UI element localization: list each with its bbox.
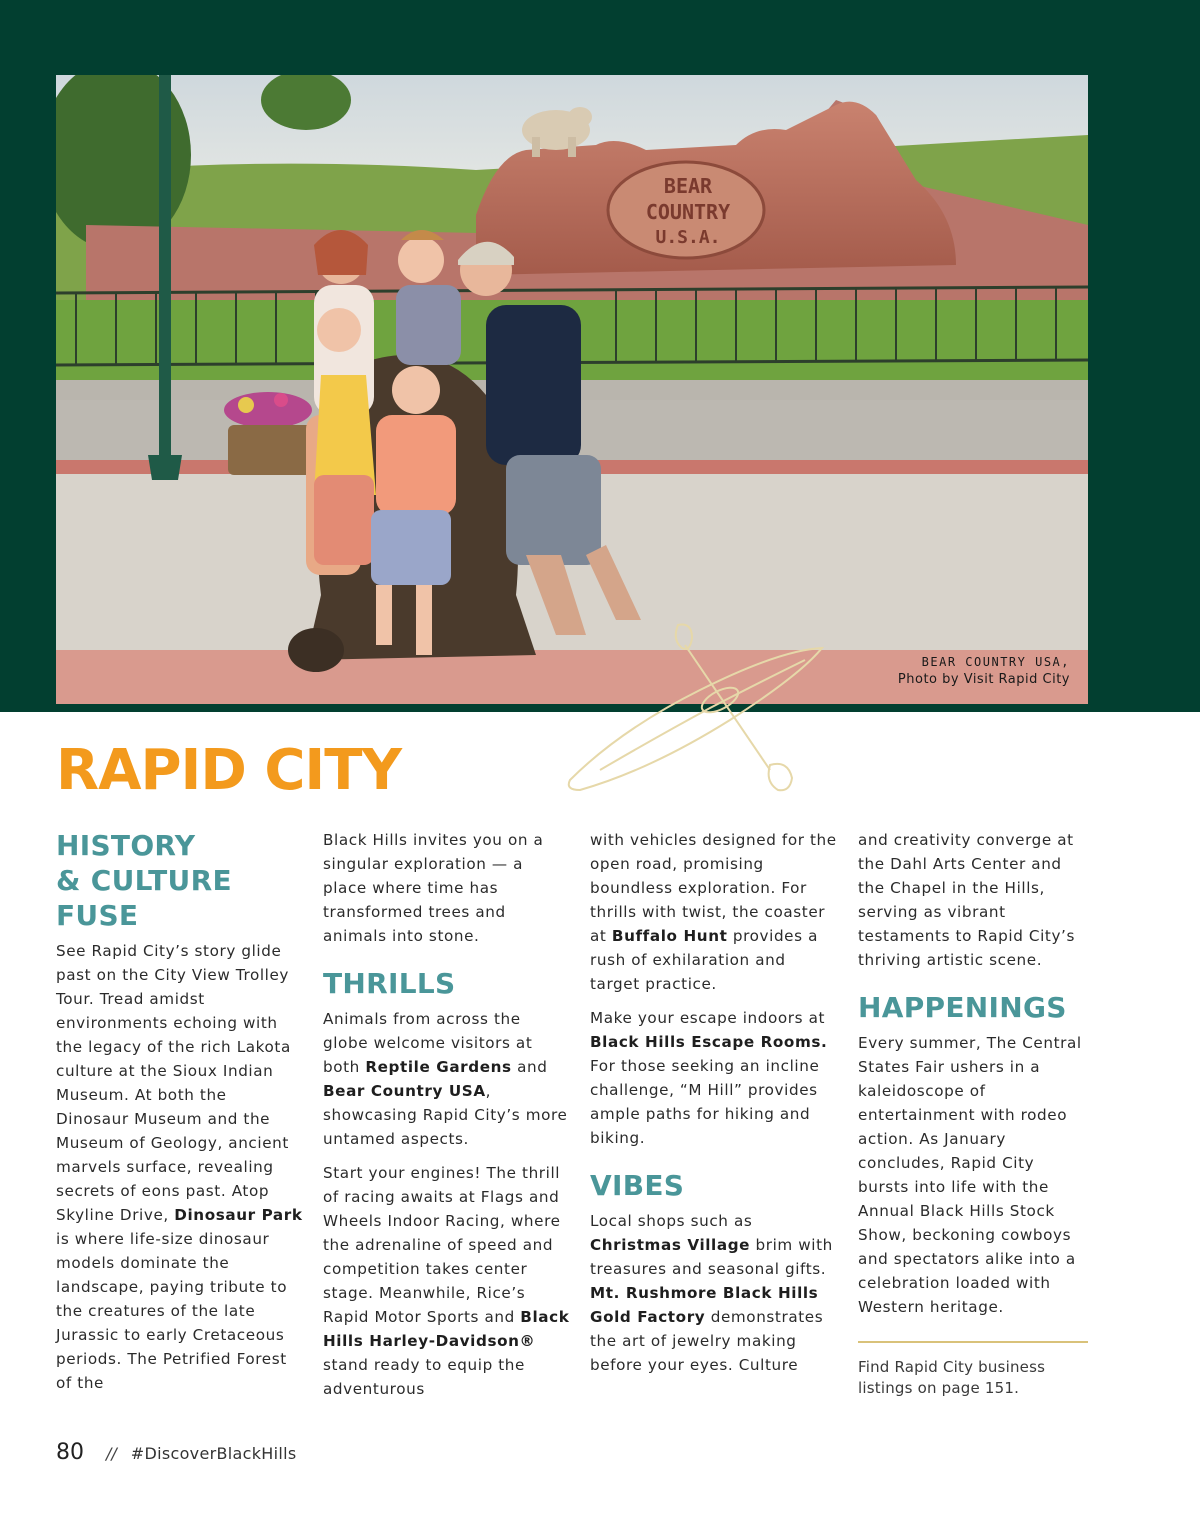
vehicles-paragraph [590,828,838,996]
business-listings-note: Find Rapid City business listings on page 151. [858,1358,1046,1397]
sign-line-1: BEAR [663,174,713,198]
vibes-heading: VIBES [590,1169,685,1202]
text-run: is where life-size dinosaur models dominate the landscape, paying tribute to the creatures of the late Jurassic to early Cretaceous periods. The Petrified Forest of the [56,1230,288,1392]
kayak-illustration [560,620,825,805]
text-run: , showcasing Rapid City’s more untamed aspects. [323,1082,568,1148]
arts-paragraph: and creativity converge at the Dahl Arts Center and the Chapel in the Hills, serving as vibrant testaments to Rapid City’s thriving artistic scene. [858,831,1075,969]
history-paragraph [56,939,304,1395]
caption-credit: Photo by Visit Rapid City [897,672,1070,687]
heading-line: FUSE [56,899,139,932]
hero-photo [56,75,1088,704]
caption-location: BEAR COUNTRY USA, [921,655,1070,669]
buffalo-hunt-name: Buffalo Hunt [611,927,728,945]
text-run: For those seeking an incline challenge, “M Hill” provides ample paths for hiking and biking. [590,1057,820,1147]
heading-line: & CULTURE [56,864,232,897]
text-run: with vehicles designed for the open road, promising boundless exploration. For thrills with twist, the coaster at [590,831,837,945]
hashtag: #DiscoverBlackHills [130,1444,297,1463]
happenings-paragraph: Every summer, The Central States Fair ushers in a kaleidoscope of entertainment with rodeo action. As January concludes, Rapid City bursts into life with the Annual Black Hills Stock Show, beckoning cowboys and spectators alike into a celebration loaded with Western heritage. [858,1034,1082,1316]
text-run: Start your engines! The thrill of racing awaits at Flags and Wheels Indoor Racing, where the adrenaline of speed and competition takes center stage. Meanwhile, Rice’s Rapid Motor Sports and [323,1164,561,1326]
page-footer [56,1440,296,1465]
shops-paragraph [590,1209,838,1377]
engines-paragraph [323,1161,571,1401]
text-run: brim with treasures and seasonal gifts. [590,1236,833,1278]
page-title: RAPID CITY [56,738,402,803]
christmas-village-name: Christmas Village [590,1236,751,1254]
harley-davidson-name: Black Hills Harley-Davidson® [323,1308,570,1350]
history-culture-heading [56,828,304,933]
animals-paragraph [323,1007,571,1151]
sign-line-2: COUNTRY [645,200,731,224]
text-run: See Rapid City’s story glide past on the City View Trolley Tour. Tread amidst environments echoing with the legacy of the rich Lakota culture at the Sioux Indian Museum. At both the Dinosaur Museum and the Museum of Geology, ancient marvels surface, revealing secrets of eons past. Atop Skyline Drive, [56,942,291,1224]
heading-line: HISTORY [56,829,196,862]
petrified-forest-paragraph: Black Hills invites you on a singular exploration — a place where time has transformed trees and animals into stone. [323,831,544,945]
column-1 [56,828,304,1395]
sign-line-3: U.S.A. [655,227,721,248]
photo-caption [898,654,1070,688]
text-run: stand ready to equip the adventurous [323,1356,525,1398]
text-run: provides a rush of exhilaration and target practice. [590,927,818,993]
escape-rooms-name: Black Hills Escape Rooms. [590,1033,828,1051]
text-run: Make your escape indoors at [590,1009,826,1027]
column-2 [323,828,571,1401]
column-4 [858,828,1090,1399]
divider-rule [858,1341,1088,1343]
bear-country-name: Bear Country USA [323,1082,486,1100]
gold-factory-name: Mt. Rushmore Black Hills Gold Factory [590,1284,819,1326]
page-number: 80 [56,1440,84,1465]
dinosaur-park-link: Dinosaur Park [174,1206,303,1224]
thrills-heading: THRILLS [323,967,456,1000]
column-3 [590,828,838,1377]
happenings-heading: HAPPENINGS [858,991,1067,1024]
text-run: Local shops such as [590,1212,753,1230]
text-run: and [511,1058,548,1076]
text-run: Animals from across the globe welcome visitors at both [323,1010,533,1076]
footer-separator: // [106,1444,117,1463]
escape-paragraph [590,1006,838,1150]
reptile-gardens-name: Reptile Gardens [365,1058,512,1076]
text-run: demonstrates the art of jewelry making before your eyes. Culture [590,1308,824,1374]
